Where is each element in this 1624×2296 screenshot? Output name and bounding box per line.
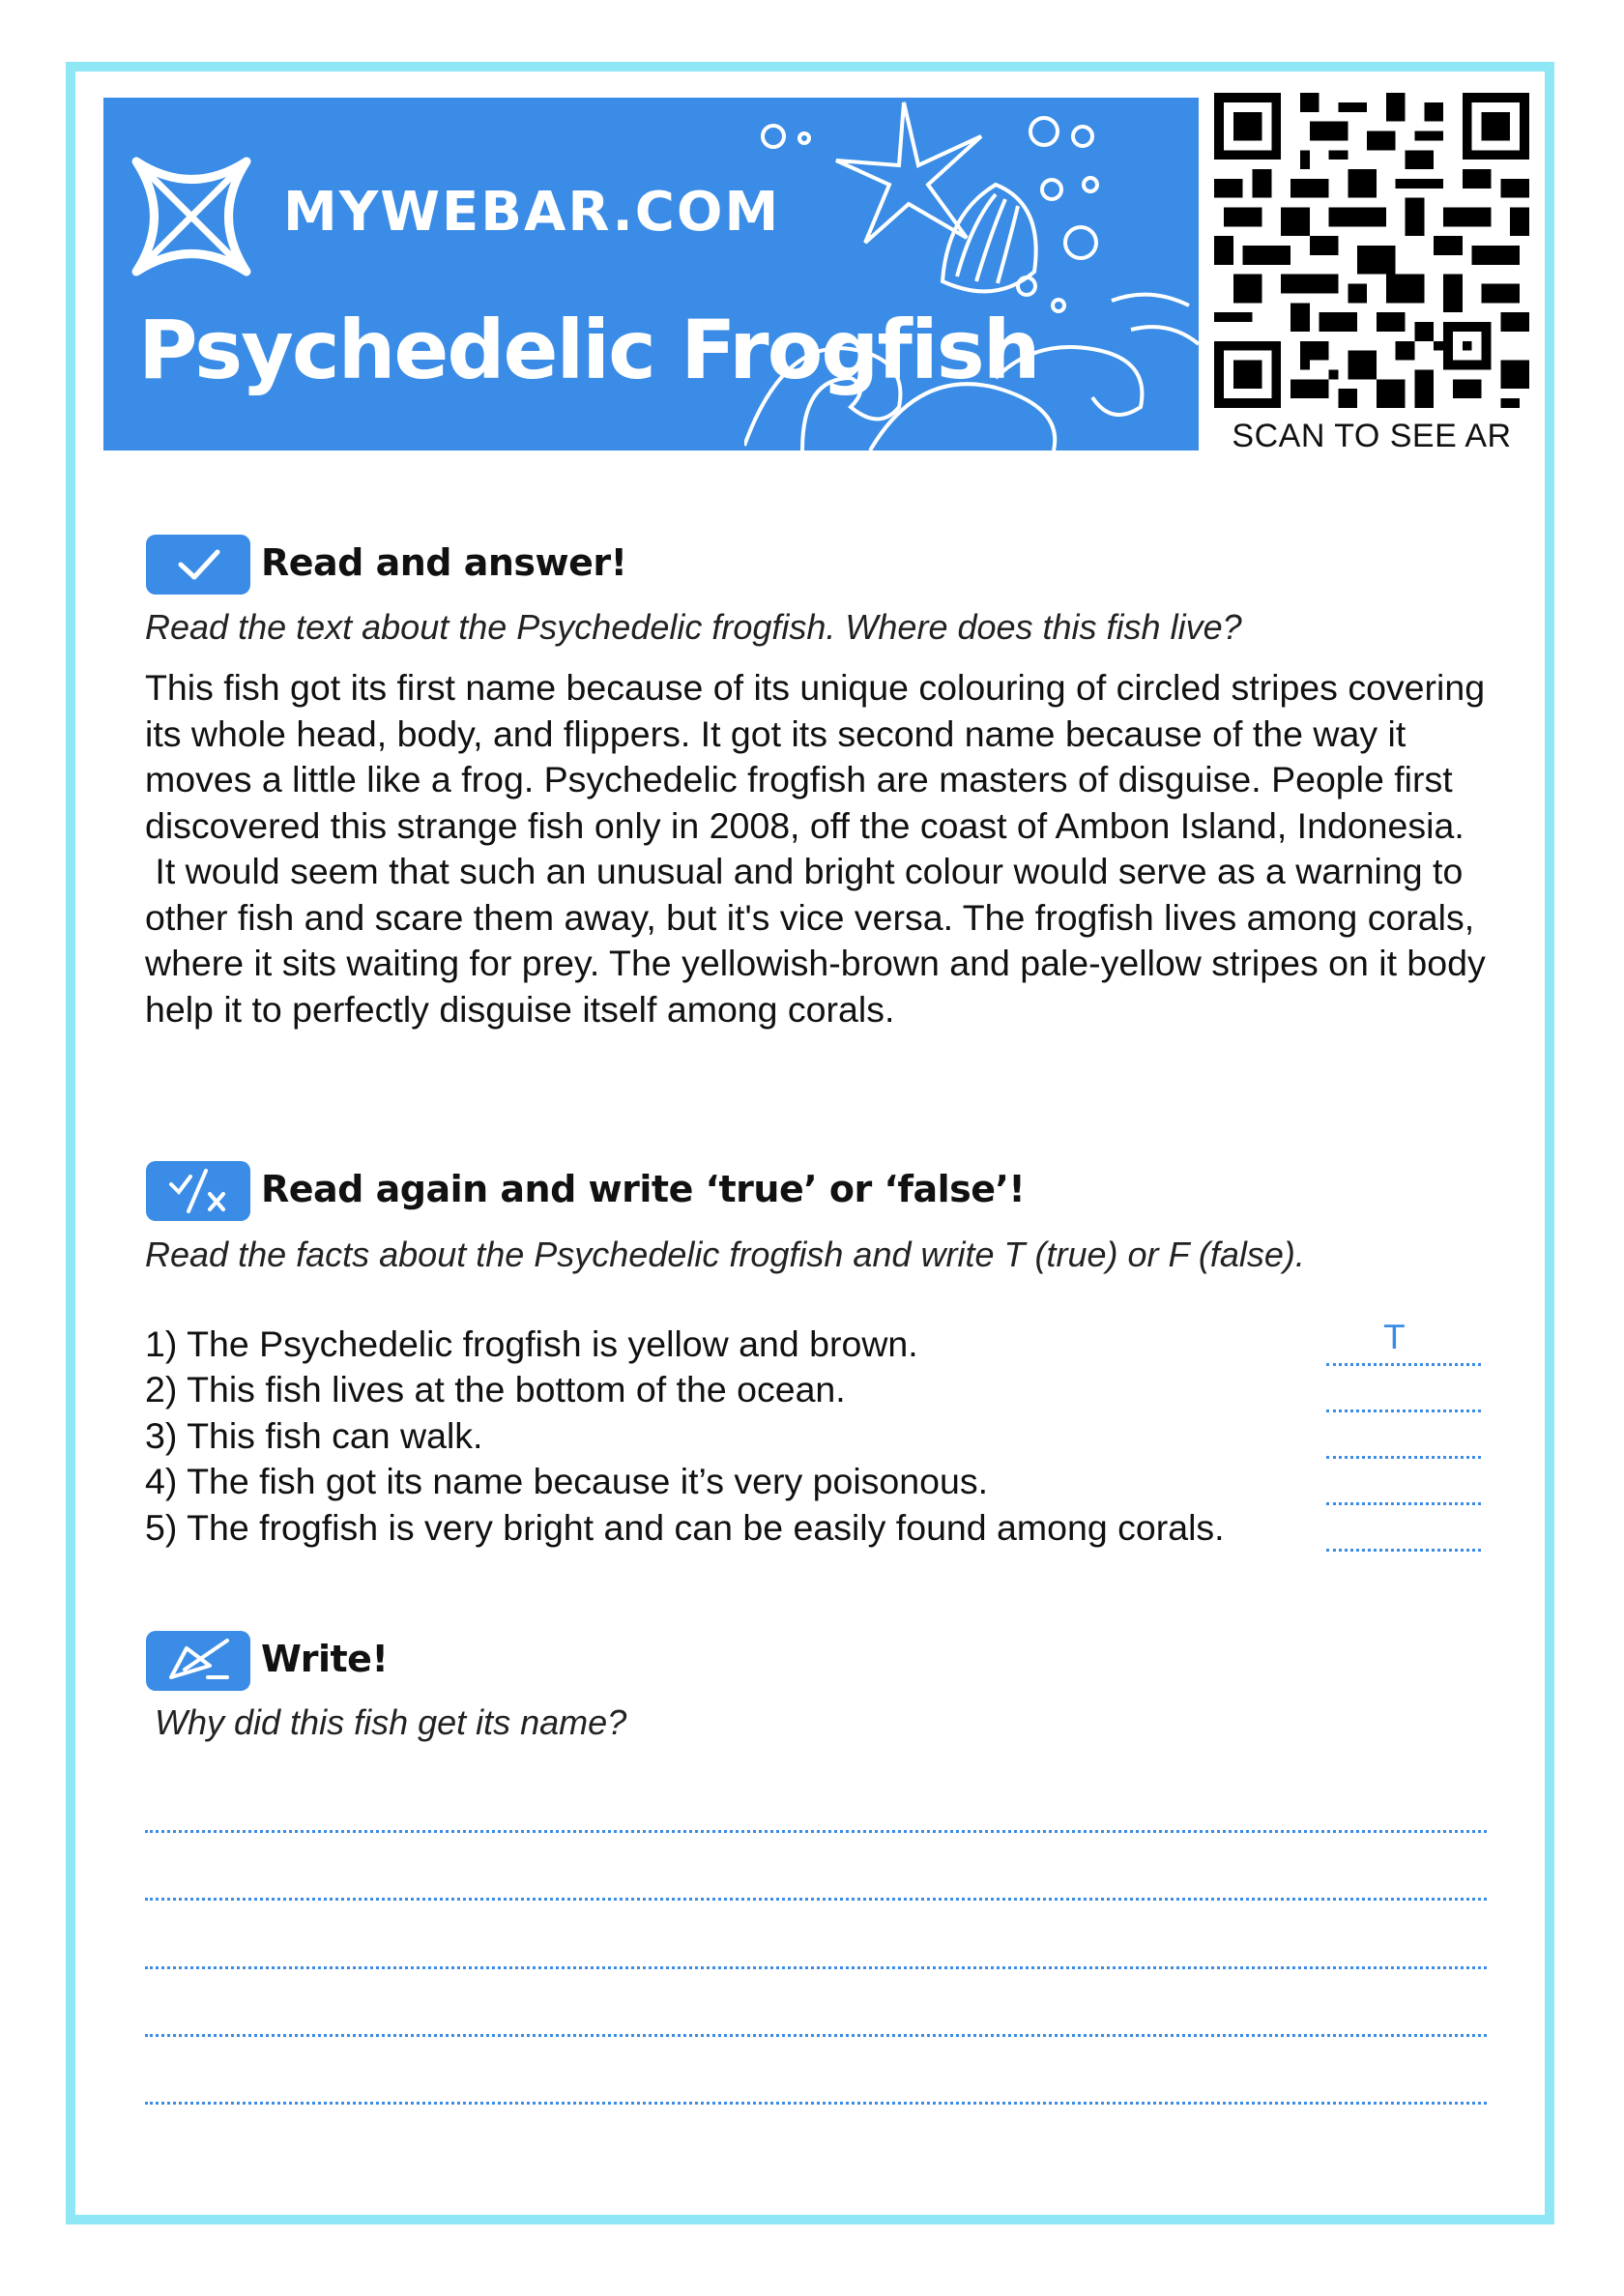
answer-field-5[interactable] [1326, 1514, 1481, 1552]
sea-decoration-icon [744, 98, 1199, 450]
logo-x-icon [129, 154, 254, 279]
qr-code[interactable] [1214, 93, 1529, 408]
page-title: Psychedelic Frogfish [138, 303, 1039, 397]
statement-3: 3) This fish can walk. [145, 1415, 483, 1456]
answer-value-1: T [1384, 1319, 1405, 1357]
answer-field-2[interactable] [1326, 1375, 1481, 1412]
writing-line[interactable] [145, 1830, 1487, 1833]
section-instruction: Read the facts about the Psychedelic frogfish and write T (true) or F (false). [145, 1235, 1305, 1274]
writing-line[interactable] [145, 2102, 1487, 2105]
checkmark-icon [146, 535, 250, 595]
answer-field-4[interactable] [1326, 1468, 1481, 1505]
header-banner [103, 98, 1199, 450]
section-instruction: Why did this fish get its name? [155, 1702, 627, 1742]
section-title-read-answer: Read and answer! [261, 541, 627, 584]
statement-1: 1) The Psychedelic frogfish is yellow and brown. [145, 1323, 918, 1364]
answer-field-3[interactable] [1326, 1421, 1481, 1459]
paragraph: It would seem that such an unusual and bright colour would serve as a warning to other fish and scare them away, but it's vice versa. The frogfish lives among corals, where it sits waiting for prey. The yellowish-brown and pale-yellow stripes on it body help it to perfectly disguise itself among corals. [145, 851, 1496, 1030]
true-false-icon [146, 1161, 250, 1221]
section-instruction: Read the text about the Psychedelic frogfish. Where does this fish live? [145, 607, 1242, 647]
writing-line[interactable] [145, 2034, 1487, 2037]
brand-name: MYWEBAR.COM [283, 181, 781, 244]
paragraph: This fish got its first name because of its unique colouring of circled stripes covering its whole head, body, and flippers. It got its second name because of the way it moves a little like a frog. Psychedelic frogfish are masters of disguise. People first discovered this strange fish only in 2008, off the coast of Ambon Island, Indonesia. [145, 667, 1486, 846]
section-title-true-false: Read again and write ‘true’ or ‘false’! [261, 1168, 1026, 1210]
writing-line[interactable] [145, 1898, 1487, 1901]
statement-5: 5) The frogfish is very bright and can be easily found among corals. [145, 1507, 1225, 1548]
qr-caption: SCAN TO SEE AR [1232, 418, 1512, 454]
write-icon [146, 1631, 250, 1691]
statement-2: 2) This fish lives at the bottom of the ocean. [145, 1369, 846, 1410]
statement-4: 4) The fish got its name because it’s very poisonous. [145, 1461, 989, 1501]
writing-line[interactable] [145, 1966, 1487, 1969]
section-title-write: Write! [261, 1638, 389, 1680]
reading-text [145, 665, 1498, 1032]
